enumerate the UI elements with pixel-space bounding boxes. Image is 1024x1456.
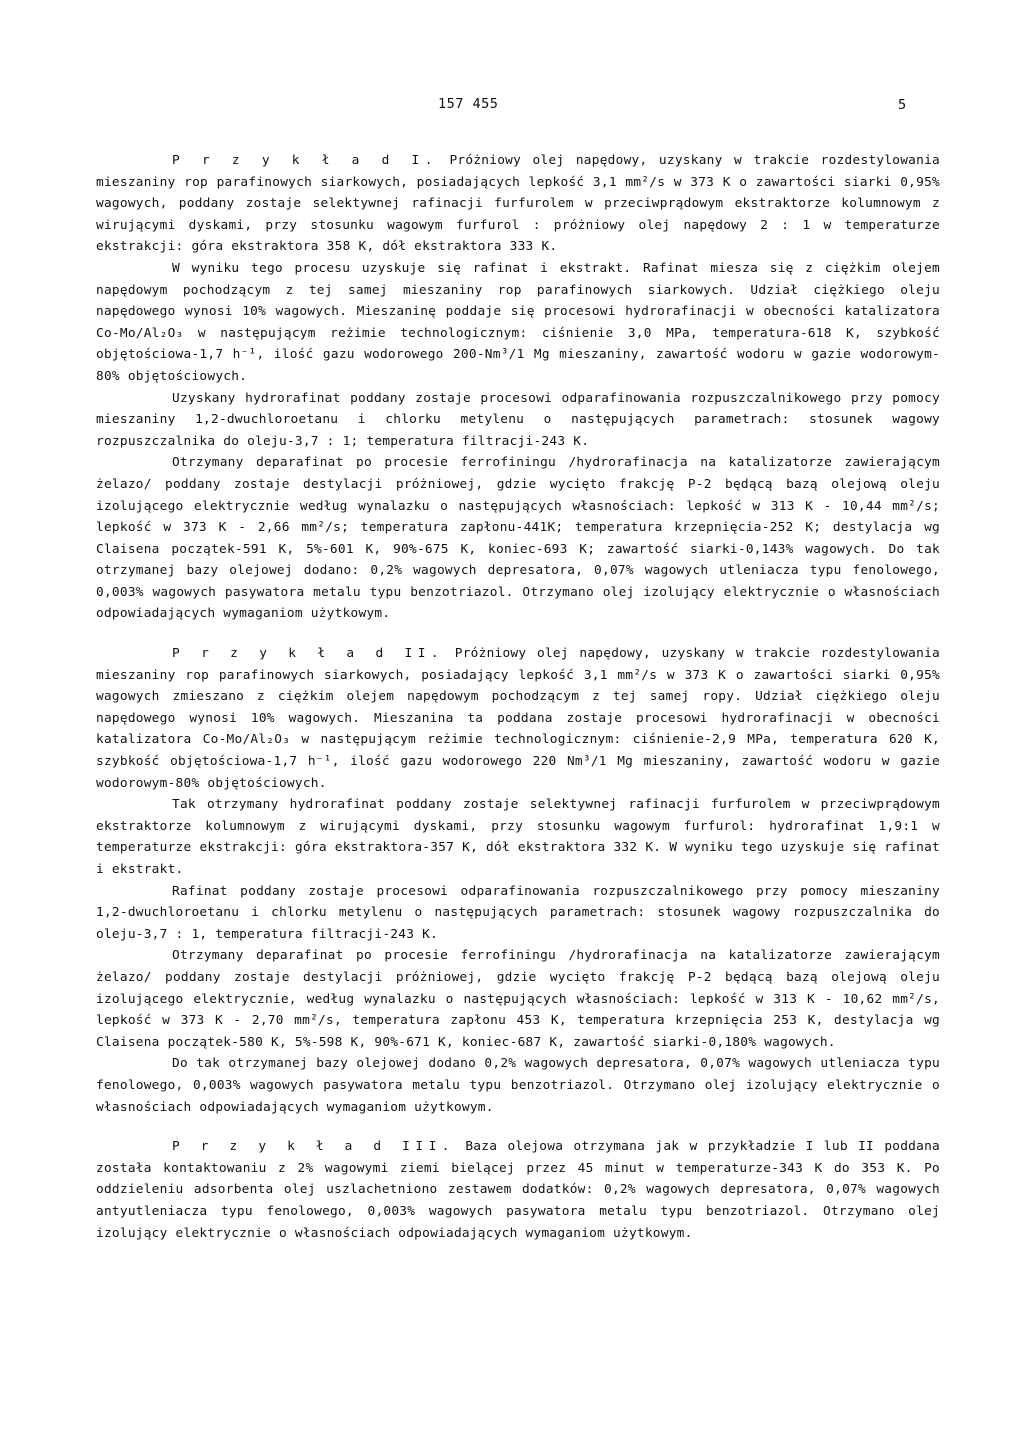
example-1-label: P r z y k ł a d I. [172,153,438,168]
example-2-paragraph-5: Do tak otrzymanej bazy olejowej dodano 0,2% wagowych depresatora, 0,07% wagowych utleniacza typu fenolowego, 0,003% wagowych pasywatora metalu typu benzotriazol. Otrzymano olej izolujący elektrycznie o własnościach odpowiadających wymaganiom użytkowym. [96,1056,940,1115]
example-3-paragraph-1 [96,1136,940,1244]
example-1-paragraph-2: W wyniku tego procesu uzyskuje się rafinat i ekstrakt. Rafinat miesza się z ciężkim olejem napędowym pochodzącym z tej samej mieszaniny rop parafinowych siarkowych. Udział ciężkiego oleju napędowego wynosi 10% wagowych. Mieszaninę poddaje się procesowi hydrorafinacji w obecności katalizatora Co-Mo/Al₂O₃ w następującym reżimie technologicznym: ciśnienie 3,0 MPa, temperatura-618 K, szybkość objętościowa-1,7 h⁻¹, ilość gazu wodorowego 200-Nm³/1 Mg mieszaniny, zawartość wodoru w gazie wodorowym-80% objętościowych. [96,260,940,384]
paragraph-text: Baza olejowa otrzymana jak w przykładzie I lub II poddana została kontaktowaniu z 2% wagowymi ziemi bielącej przez 45 minut w temperaturze-343 K do 353 K. Po oddzieleniu adsorbenta olej uszlachetniono zestawem dodatków: 0,2% wagowych depresatora, 0,07% wagowych antyutleniacza typu fenolowego, 0,003% wagowych pasywatora metalu typu benzotriazol. Otrzymano olej izolujący elektrycznie o własnościach odpowiadających wymaganiom użytkowym. [96,1139,940,1241]
example-1-paragraph-1 [96,150,940,258]
example-2-label: P r z y k ł a d II. [172,646,445,662]
example-2-paragraph-4: Otrzymany deparafinat po procesie ferrofiningu /hydrorafinacja na katalizatorze zawierającym żelazo/ poddany zostaje destylacji próżniowej, gdzie wycięto frakcję P-2 będącą bazą olejową oleju izolującego elektrycznie, według wynalazku o następujących własnościach: lepkość w 313 K - 10,62 mm²/s, lepkość w 373 K - 2,70 mm²/s, temperatura zapłonu 453 K, temperatura krzepnięcia 253 K, destylacja wg Claisena początek-580 K, 5%-598 K, 90%-671 K, koniec-687 K, zawartość siarki-0,180% wagowych. [96,948,940,1050]
example-2-paragraph-2: Tak otrzymany hydrorafinat poddany zostaje selektywnej rafinacji furfurolem w przeciwprądowym ekstraktorze kolumnowym z wirującymi dyskami, przy stosunku wagowym furfurol: hydrorafinat 1,9:1 w temperaturze ekstrakcji: góra ekstraktora-357 K, dół ekstraktora 332 K. W wyniku tego uzyskuje się rafinat i ekstrakt. [96,797,940,877]
example-1-paragraph-3: Uzyskany hydrorafinat poddany zostaje procesowi odparafinowania rozpuszczalnikowego przy pomocy mieszaniny 1,2-dwuchloroetanu i chlorku metylenu o następujących parametrach: stosunek wagowy rozpuszczalnika do oleju-3,7 : 1; temperatura filtracji-243 K. [96,390,940,449]
page-number: 5 [898,97,907,113]
example-3-label: P r z y k ł a d III. [172,1139,455,1155]
example-1-paragraph-4: Otrzymany deparafinat po procesie ferrofiningu /hydrorafinacja na katalizatorze zawierającym żelazo/ poddany zostaje destylacji próżniowej, gdzie wycięto frakcję P-2 będącą bazą olejową oleju izolującego elektrycznie według wynalazku o następujących własnościach: lepkość w 313 K - 10,44 mm²/s; lepkość w 373 K - 2,66 mm²/s; temperatura zapłonu-441K; temperatura krzepnięcia-252 K; destylacja wg Claisena początek-591 K, 5%-601 K, 90%-675 K, koniec-693 K; zawartość siarki-0,143% wagowych. Do tak otrzymanej bazy olejowej dodano: 0,2% wagowych depresatora, 0,07% wagowych utleniacza typu fenolowego, 0,003% wagowych pasywatora metalu typu benzotriazol. Otrzymano olej izolujący elektrycznie o własnościach odpowiadających wymaganiom użytkowym. [96,455,940,622]
document-body [96,150,940,1244]
example-2-paragraph-1 [96,643,940,794]
patent-number: 157 455 [438,96,499,112]
example-2-paragraph-3: Rafinat poddany zostaje procesowi odparafinowania rozpuszczalnikowego przy pomocy mieszaniny 1,2-dwuchloroetanu i chlorku metylenu o następujących parametrach: stosunek wagowy rozpuszczalnika do oleju-3,7 : 1, temperatura filtracji-243 K. [96,883,940,942]
paragraph-text: Próżniowy olej napędowy, uzyskany w trakcie rozdestylowania mieszaniny rop parafinowych siarkowych, posiadających lepkość 3,1 mm²/s w 373 K o zawartości siarki 0,95% wagowych, poddany zostaje selektywnej rafinacji furfurolem w przeciwprądowym ekstraktorze kolumnowym z wirującymi dyskami, przy stosunku wagowym furfurol : próżniowy olej napędowy 2 : 1 w temperaturze ekstrakcji: góra ekstraktora 358 K, dół ekstraktora 333 K. [96,153,940,255]
paragraph-text: Próżniowy olej napędowy, uzyskany w trakcie rozdestylowania mieszaniny rop parafinowych siarkowych, posiadający lepkość 3,1 mm²/s w 373 K o zawartości siarki 0,95% wagowych zmieszano z ciężkim olejem napędowym pochodzącym z tej samej ropy. Udział ciężkiego oleju napędowego wynosi 10% wagowych. Mieszanina ta poddana zostaje procesowi hydrorafinacji w obecności katalizatora Co-Mo/Al₂O₃ w następującym reżimie technologicznym: ciśnienie-2,9 MPa, temperatura 620 K, szybkość objętościowa-1,7 h⁻¹, ilość gazu wodorowego 220 Nm³/1 Mg mieszaniny, zawartość wodoru w gazie wodorowym-80% objętościowych. [96,646,940,791]
